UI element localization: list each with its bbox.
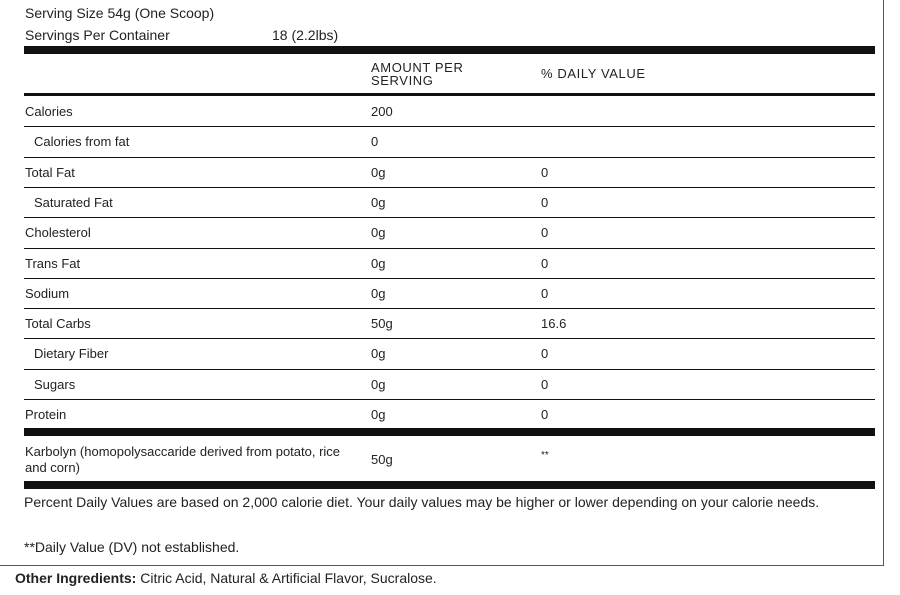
nutrient-amount: 0g [371, 164, 386, 180]
thick-divider [24, 481, 875, 489]
nutrient-amount: 0g [371, 407, 386, 422]
nutrient-amount: 0g [371, 376, 386, 392]
nutrient-daily-value: 16.6 [541, 316, 567, 332]
nutrient-row [24, 187, 875, 217]
other-ingredients-label: Other Ingredients: [15, 570, 137, 586]
nutrient-name: Sodium [25, 285, 70, 301]
nutrient-row [24, 278, 875, 308]
nutrient-name: Sugars [34, 376, 76, 392]
nutrient-amount: 0 [371, 134, 379, 150]
other-ingredients [15, 570, 437, 586]
nutrient-name: Total Fat [25, 164, 75, 180]
karbolyn-amount: 50g [371, 452, 393, 467]
nutrient-name: Saturated Fat [34, 194, 113, 210]
servings-per-container-value: 18 (2.2lbs) [272, 27, 339, 43]
nutrient-row [24, 308, 875, 338]
nutrient-row [24, 217, 875, 247]
header-amount-line1: AMOUNT PER [371, 60, 464, 75]
nutrient-name: Protein [25, 407, 67, 422]
nutrient-amount: 0g [371, 194, 386, 210]
nutrient-name: Total Carbs [25, 316, 91, 332]
karbolyn-name: Karbolyn (homopolysaccaride derived from potato, rice and corn) [25, 444, 341, 475]
thick-divider [24, 428, 875, 436]
nutrient-daily-value: 0 [541, 164, 549, 180]
nutrient-amount: 0g [371, 285, 386, 301]
nutrient-daily-value: 0 [541, 285, 549, 301]
header-daily-value: % DAILY VALUE [541, 66, 646, 81]
nutrient-row [24, 248, 875, 278]
nutrient-row [24, 96, 875, 126]
nutrient-daily-value: 0 [541, 255, 549, 271]
nutrient-name: Dietary Fiber [34, 346, 109, 362]
daily-values-footnote: Percent Daily Values are based on 2,000 calorie diet. Your daily values may be higher or lower depending on your calorie needs. [24, 494, 820, 510]
nutrient-daily-value: 0 [541, 194, 549, 210]
nutrient-name: Calories from fat [34, 134, 130, 150]
nutrient-row [24, 369, 875, 399]
nutrient-name: Trans Fat [25, 255, 81, 271]
other-ingredients-value: Citric Acid, Natural & Artificial Flavor, Sucralose. [136, 570, 437, 586]
thick-divider [24, 46, 875, 54]
nutrient-name: Cholesterol [25, 225, 91, 241]
nutrient-row [24, 126, 875, 156]
nutrient-amount: 0g [371, 346, 386, 362]
nutrient-daily-value: 0 [541, 225, 549, 241]
karbolyn-daily-value: ** [541, 450, 549, 461]
nutrient-row [24, 338, 875, 368]
dv-not-established-note: **Daily Value (DV) not established. [24, 539, 240, 555]
nutrient-amount: 50g [371, 316, 393, 332]
nutrient-row [24, 399, 875, 429]
nutrient-row [24, 157, 875, 187]
nutrient-daily-value: 0 [541, 346, 549, 362]
nutrient-name: Calories [25, 104, 73, 119]
header-amount-line2: SERVING [371, 73, 434, 88]
serving-size: Serving Size 54g (One Scoop) [25, 5, 215, 21]
header-amount-per-serving [371, 61, 463, 87]
nutrient-amount: 200 [371, 104, 393, 119]
servings-per-container-label: Servings Per Container [25, 27, 170, 43]
nutrient-daily-value: 0 [541, 376, 549, 392]
nutrient-daily-value: 0 [541, 407, 549, 422]
nutrient-amount: 0g [371, 225, 386, 241]
nutrient-amount: 0g [371, 255, 386, 271]
